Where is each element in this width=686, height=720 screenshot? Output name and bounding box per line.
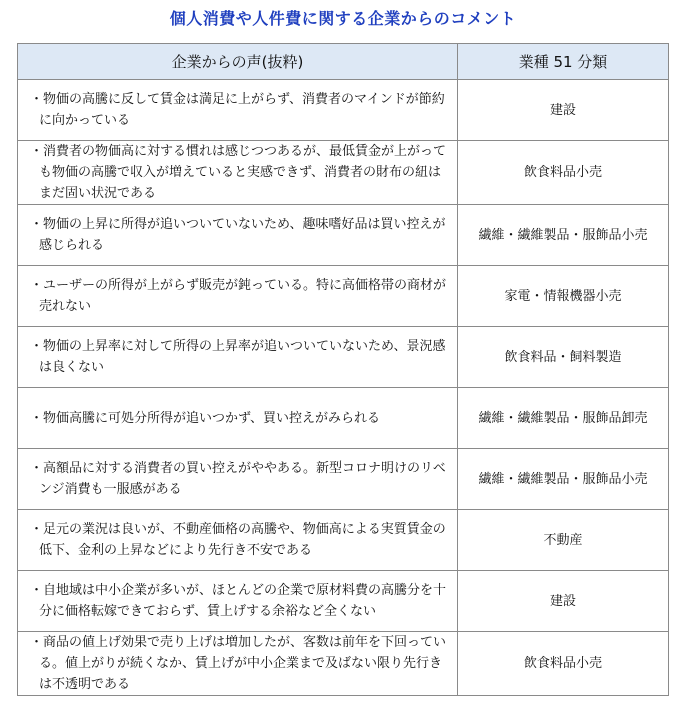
- comment-cell: [18, 449, 458, 510]
- comment-cell: [18, 571, 458, 632]
- table-row: [18, 449, 669, 510]
- industry-cell: 建設: [458, 80, 669, 141]
- industry-cell: 繊維・繊維製品・服飾品卸売: [458, 388, 669, 449]
- table-header-row: [18, 44, 669, 80]
- industry-cell: 建設: [458, 571, 669, 632]
- comment-text: ・物価高騰に可処分所得が追いつかず、買い控えがみられる: [30, 410, 380, 426]
- table-row: [18, 80, 669, 141]
- comment-text: ・物価の高騰に反して賃金は満足に上がらず、消費者のマインドが節約に向かっている: [30, 92, 445, 128]
- comment-text: ・消費者の物価高に対する慣れは感じつつあるが、最低賃金が上がっても物価の高騰で収入が増えていると実感できず、消費者の財布の紐はまだ固い状況である: [30, 144, 447, 201]
- industry-cell: 繊維・繊維製品・服飾品小売: [458, 205, 669, 266]
- comment-cell: [18, 510, 458, 571]
- industry-cell: 飲食料品小売: [458, 632, 669, 696]
- table-row: [18, 632, 669, 696]
- comment-text: ・商品の値上げ効果で売り上げは増加したが、客数は前年を下回っている。値上がりが続くなか、賃上げが中小企業まで及ばない限り先行きは不透明である: [30, 635, 447, 692]
- comment-cell: [18, 266, 458, 327]
- comments-table: [17, 43, 669, 696]
- comment-text: ・足元の業況は良いが、不動産価格の高騰や、物価高による実質賃金の低下、金利の上昇などにより先行き不安である: [30, 522, 446, 558]
- column-header-comment: 企業からの声(抜粋): [18, 44, 458, 80]
- table-row: [18, 388, 669, 449]
- comment-cell: [18, 327, 458, 388]
- comment-cell: [18, 205, 458, 266]
- table-row: [18, 327, 669, 388]
- industry-cell: 飲食料品小売: [458, 141, 669, 205]
- table-row: [18, 266, 669, 327]
- comment-text: ・自地域は中小企業が多いが、ほとんどの企業で原材料費の高騰分を十分に価格転嫁できておらず、賃上げする余裕など全くない: [30, 583, 447, 619]
- comment-text: ・物価の上昇率に対して所得の上昇率が追いついていないため、景況感は良くない: [30, 339, 446, 375]
- industry-cell: 不動産: [458, 510, 669, 571]
- table-row: [18, 205, 669, 266]
- table-row: [18, 141, 669, 205]
- industry-cell: 繊維・繊維製品・服飾品小売: [458, 449, 669, 510]
- comment-cell: [18, 632, 458, 696]
- industry-cell: 家電・情報機器小売: [458, 266, 669, 327]
- comment-text: ・ユーザーの所得が上がらず販売が鈍っている。特に高価格帯の商材が売れない: [30, 278, 447, 314]
- page-title: 個人消費や人件費に関する企業からのコメント: [169, 9, 517, 28]
- table-row: [18, 510, 669, 571]
- comment-cell: [18, 80, 458, 141]
- table-row: [18, 571, 669, 632]
- industry-cell: 飲食料品・飼料製造: [458, 327, 669, 388]
- comment-cell: [18, 388, 458, 449]
- comment-text: ・高額品に対する消費者の買い控えがややある。新型コロナ明けのリベンジ消費も一服感がある: [30, 461, 446, 497]
- column-header-industry: 業種 51 分類: [458, 44, 669, 80]
- comment-cell: [18, 141, 458, 205]
- comment-text: ・物価の上昇に所得が追いついていないため、趣味嗜好品は買い控えが感じられる: [30, 217, 446, 253]
